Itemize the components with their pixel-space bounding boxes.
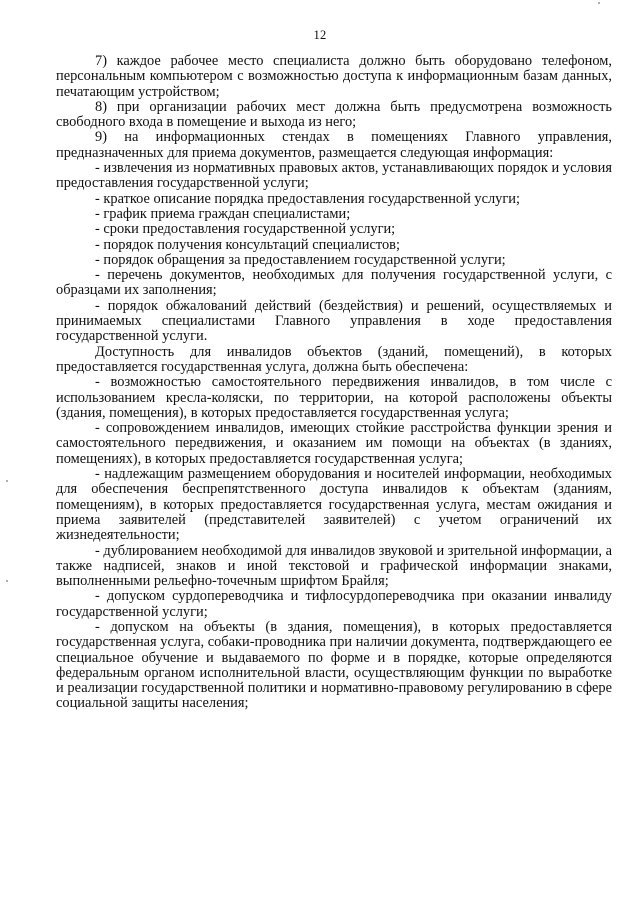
scan-artifact bbox=[598, 2, 600, 4]
scan-artifact bbox=[6, 580, 8, 582]
list-item-reception-schedule: - график приема граждан специалистами; bbox=[95, 205, 351, 222]
list-item-application-procedure: - порядок обращения за предоставлением государственной услуги; bbox=[95, 251, 506, 268]
paragraph-info-stands: 9) на информационных стендах в помещениях Главного управления, предназначенных для приема документов, размещается следующая информация: bbox=[56, 129, 612, 161]
list-item-document-list: - перечень документов, необходимых для получения государственной услуги, с образцами их заполнения; bbox=[56, 267, 612, 299]
list-item-sign-interpreter: - допуском сурдопереводчика и тифлосурдопереводчика при оказании инвалиду государственной услуги; bbox=[56, 588, 612, 620]
list-item-guide-dog: - допуском на объекты (в здания, помещения), в которых предоставляется государственная услуга, собаки-проводника при наличии документа, подтверждающего ее специальное обучение и выдаваемого по форме и в порядке, которые определяются федеральным органом исполнительной власти, осуществляющим функции по выработке и реализации государственной политики и нормативно-правовому регулированию в сфере социальной защиты населения; bbox=[56, 618, 612, 712]
list-item-equipment-placement: - надлежащим размещением оборудования и носителей информации, необходимых для обеспечения беспрепятственного доступа инвалидов к объектам (зданиям, помещениям), в которых предоставляется государственная услуга, местам ожидания и приема заявителей (представителей заявителей) с учетом ограничений их жизнедеятельности; bbox=[56, 466, 612, 544]
paragraph-accessibility: Доступность для инвалидов объектов (зданий, помещений), в которых предоставляется государственная услуга, должна быть обеспечена: bbox=[56, 343, 612, 375]
list-item-service-terms: - сроки предоставления государственной услуги; bbox=[95, 221, 396, 238]
paragraph-free-entry: 8) при организации рабочих мест должна быть предусмотрена возможность свободного входа в помещение и выхода из него; bbox=[56, 98, 612, 131]
list-item-appeal-procedure: - порядок обжалований действий (бездействия) и решений, осуществляемых и принимаемых специалистами Главного управления в ходе предоставления государственной услуги. bbox=[56, 297, 612, 345]
paragraph-workplace-equipment: 7) каждое рабочее место специалиста должно быть оборудовано телефоном, персональным компьютером с возможностью доступа к информационным базам данных, печатающим устройством; bbox=[56, 53, 612, 100]
list-item-independent-movement: - возможностью самостоятельного передвижения инвалидов, в том числе с использованием кресла-коляски, по территории, на которой расположены объекты (здания, помещения), в которых предоставляется государственная услуга; bbox=[56, 374, 612, 421]
list-item-legal-extracts: - извлечения из нормативных правовых актов, устанавливающих порядок и условия предоставления государственной услуги; bbox=[56, 160, 612, 192]
scan-artifact bbox=[6, 480, 8, 482]
list-item-escort: - сопровождением инвалидов, имеющих стойкие расстройства функции зрения и самостоятельного передвижения, и оказанием им помощи на объектах (в зданиях, помещениях), в которых предоставляется государственная услуга; bbox=[56, 420, 612, 467]
list-item-procedure-summary: - краткое описание порядка предоставления государственной услуги; bbox=[95, 190, 520, 207]
document-body bbox=[56, 54, 612, 712]
list-item-braille-duplication: - дублированием необходимой для инвалидов звуковой и зрительной информации, а также надписей, знаков и иной текстовой и графической информации знаками, выполненными рельефно-точечным шрифтом Брайля; bbox=[56, 542, 612, 590]
list-item-consultations: - порядок получения консультаций специалистов; bbox=[95, 236, 400, 253]
page-number: 12 bbox=[313, 28, 327, 42]
